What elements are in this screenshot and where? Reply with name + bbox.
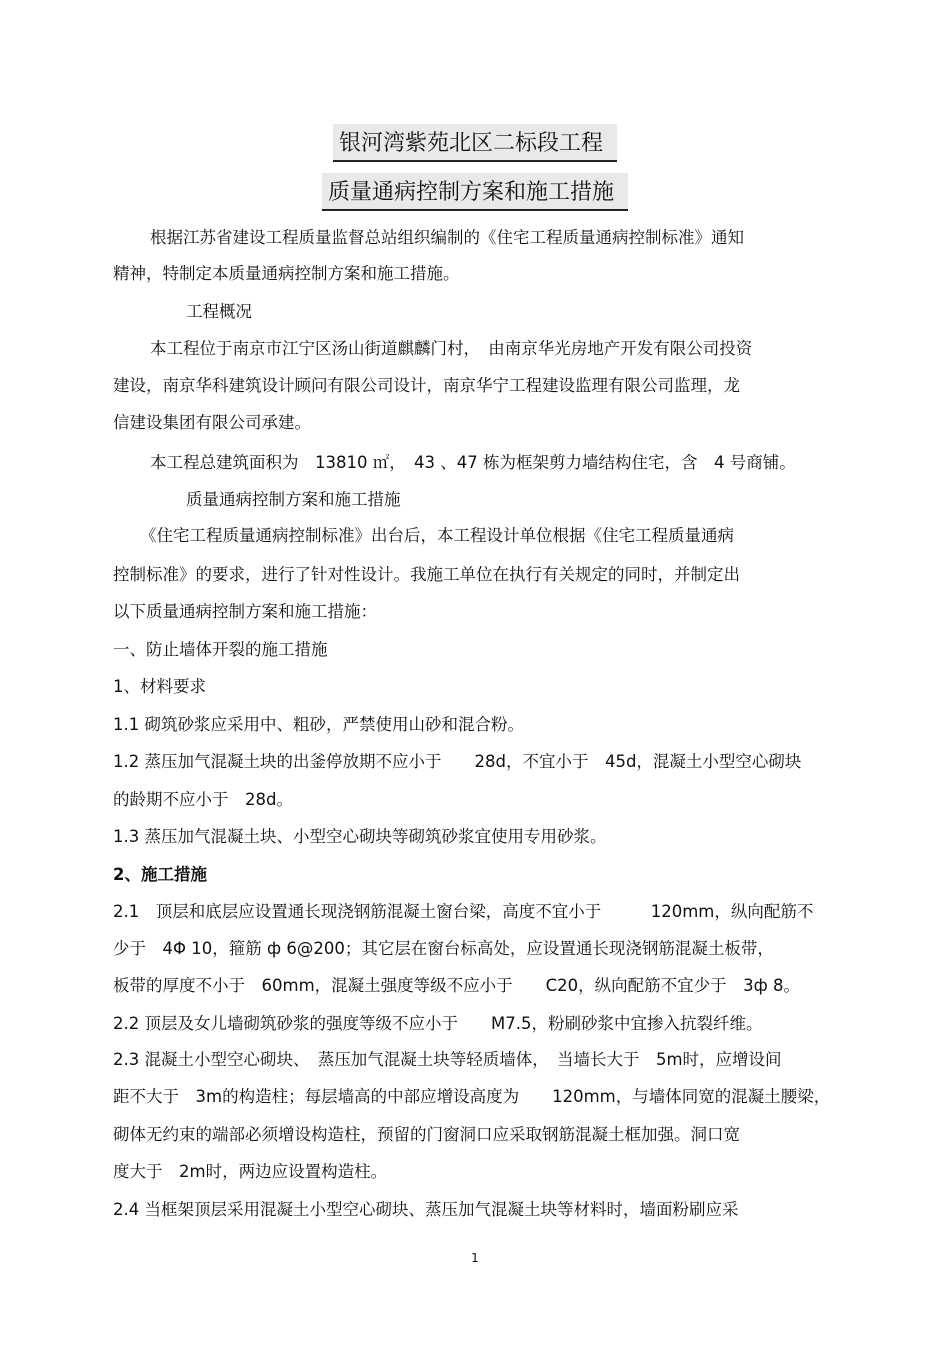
paragraph-line: 1.3 蒸压加气混凝土块、小型空心砌块等砌筑砂浆宜使用专用砂浆。 <box>113 827 607 846</box>
paragraph-line: 少于 4Φ 10，箍筋 ф 6@200；其它层在窗台标高处，应设置通长现浇钢筋混凝土板带， <box>113 939 774 958</box>
paragraph-line: 2.1 顶层和底层应设置通长现浇钢筋混凝土窗台梁，高度不宜小于 120mm，纵向配筋不 <box>113 902 814 921</box>
paragraph-line: 本工程位于南京市江宁区汤山街道麒麟门村， 由南京华光房地产开发有限公司投资 <box>150 339 753 358</box>
paragraph-line: 精神，特制定本质量通病控制方案和施工措施。 <box>113 264 460 283</box>
paragraph-line: 距不大于 3m的构造柱；每层墙高的中部应增设高度为 120mm，与墙体同宽的混凝土腰梁， <box>113 1087 831 1106</box>
paragraph-line: 控制标准》的要求，进行了针对性设计。我施工单位在执行有关规定的同时，并制定出 <box>113 565 740 584</box>
paragraph-line: 度大于 2m时，两边应设置构造柱。 <box>113 1162 388 1181</box>
section-heading: 工程概况 <box>186 302 252 321</box>
paragraph-line: 2.2 顶层及女儿墙砌筑砂浆的强度等级不应小于 M7.5，粉刷砂浆中宜掺入抗裂纤维。 <box>113 1014 763 1033</box>
page-number: 1 <box>471 1251 479 1265</box>
paragraph-line: 砌体无约束的端部必须增设构造柱，预留的门窗洞口应采取钢筋混凝土框加强。洞口宽 <box>113 1125 740 1144</box>
paragraph-line: 板带的厚度不小于 60mm，混凝土强度等级不应小于 C20，纵向配筋不宜少于 3ф 8。 <box>113 976 801 995</box>
paragraph-line: 以下质量通病控制方案和施工措施： <box>113 602 377 621</box>
paragraph-line: 《住宅工程质量通病控制标准》出台后，本工程设计单位根据《住宅工程质量通病 <box>140 526 734 545</box>
subsection-heading: 1、材料要求 <box>113 677 206 696</box>
paragraph-line: 1.1 砌筑砂浆应采用中、粗砂，严禁使用山砂和混合粉。 <box>113 715 524 734</box>
section-heading: 质量通病控制方案和施工措施 <box>186 490 401 509</box>
paragraph-line: 信建设集团有限公司承建。 <box>113 413 311 432</box>
paragraph-line: 1.2 蒸压加气混凝土块的出釜停放期不应小于 28d，不宜小于 45d，混凝土小型空心砌块 <box>113 752 802 771</box>
document-subtitle: 质量通病控制方案和施工措施 <box>0 173 950 211</box>
document-title: 银河湾紫苑北区二标段工程 <box>0 124 950 162</box>
paragraph-line: 2.4 当框架顶层采用混凝土小型空心砌块、蒸压加气混凝土块等材料时，墙面粉刷应采 <box>113 1200 739 1219</box>
subsection-heading: 2、施工措施 <box>113 865 207 884</box>
paragraph-line: 的龄期不应小于 28d。 <box>113 790 293 809</box>
paragraph-line: 根据江苏省建设工程质量监督总站组织编制的《住宅工程质量通病控制标准》通知 <box>150 228 744 247</box>
paragraph-line: 2.3 混凝土小型空心砌块、 蒸压加气混凝土块等轻质墙体， 当墙长大于 5m时，应增设间 <box>113 1050 782 1069</box>
paragraph-line: 建设，南京华科建筑设计顾问有限公司设计，南京华宁工程建设监理有限公司监理，龙 <box>113 376 740 395</box>
section-heading: 一、防止墙体开裂的施工措施 <box>113 640 328 659</box>
paragraph-line: 本工程总建筑面积为 13810 ㎡， 43 、47 栋为框架剪力墙结构住宅，含 4 号商铺。 <box>150 453 796 472</box>
